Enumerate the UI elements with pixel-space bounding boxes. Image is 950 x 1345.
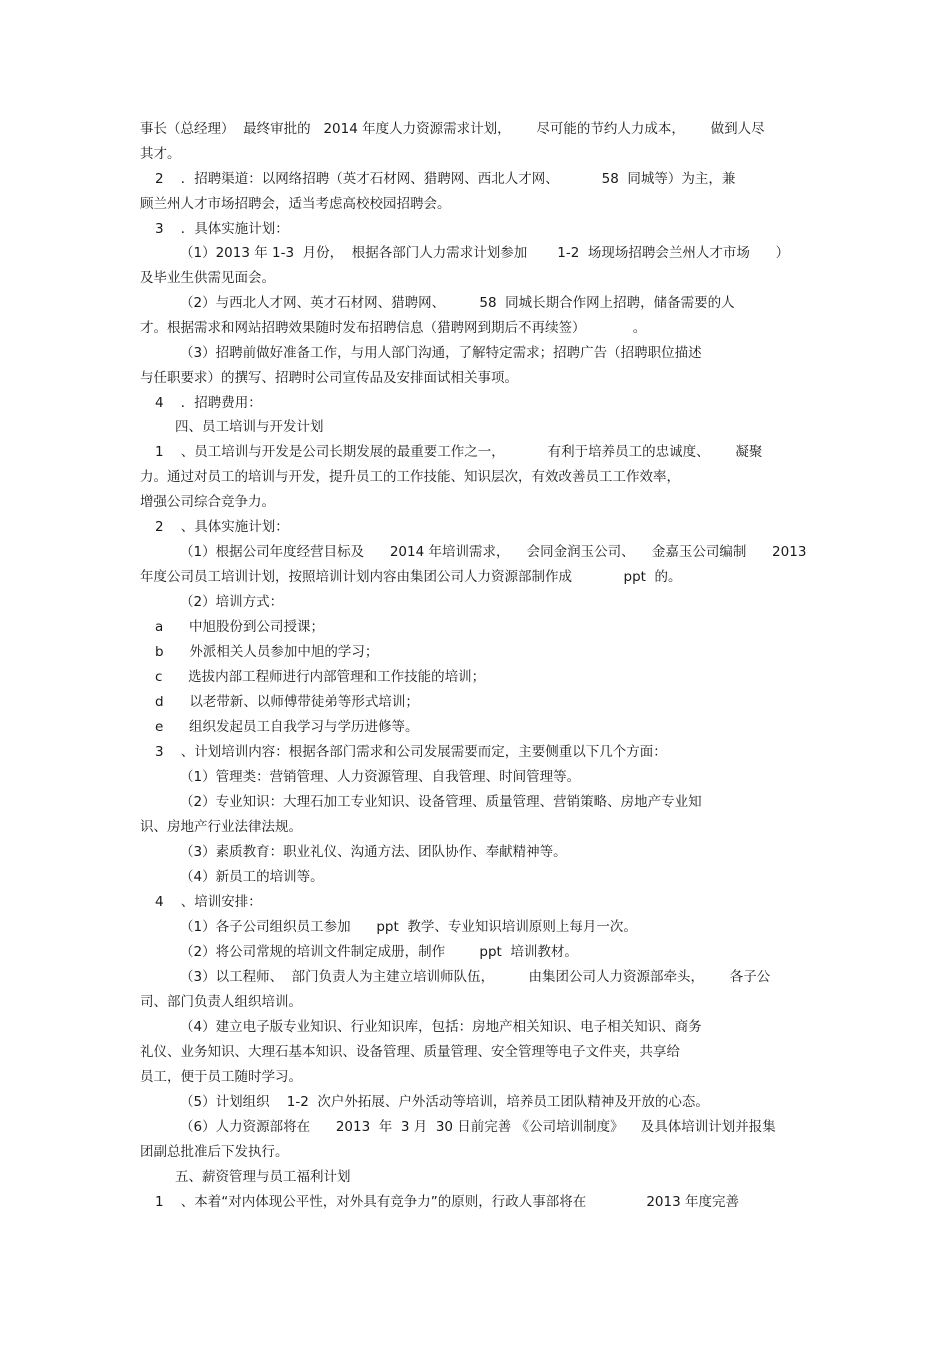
text-line: 4 ．招聘费用： xyxy=(155,395,262,411)
text-line: （4）建立电子版专业知识、行业知识库，包括：房地产相关知识、电子相关知识、商务 xyxy=(180,1019,702,1035)
text-line: 其才。 xyxy=(140,146,181,162)
text-line: 顾兰州人才市场招聘会，适当考虑高校校园招聘会。 xyxy=(140,196,451,212)
text-line: 增强公司综合竞争力。 xyxy=(140,494,275,510)
list-item: a 中旭股份到公司授课； xyxy=(155,619,325,635)
text-line: 团副总批准后下发执行。 xyxy=(140,1144,289,1160)
text-line: 礼仪、业务知识、大理石基本知识、设备管理、质量管理、安全管理等电子文件夹，共享给 xyxy=(140,1044,680,1060)
text-line: （3）以工程师、 部门负责人为主建立培训师队伍， 由集团公司人力资源部牵头， 各子公 xyxy=(180,969,771,985)
text-line: （6）人力资源部将在 2013 年 3 月 30 日前完善 《公司培训制度》 及具体培训计划并报集 xyxy=(180,1119,776,1135)
text-line: （1）2013 年 1-3 月份， 根据各部门人力需求计划参加 1-2 场现场招聘会兰州人才市场 ） xyxy=(180,245,790,261)
text-line: 1 、员工培训与开发是公司长期发展的最重要工作之一， 有利于培养员工的忠诚度、 凝聚 xyxy=(155,444,763,460)
text-line: （1）管理类：营销管理、人力资源管理、自我管理、时间管理等。 xyxy=(180,769,581,785)
text-line: （5）计划组织 1-2 次户外拓展、户外活动等培训，培养员工团队精神及开放的心态。 xyxy=(180,1094,709,1110)
list-item: d 以老带新、以师傅带徒弟等形式培训； xyxy=(155,694,419,710)
text-line: 及毕业生供需见面会。 xyxy=(140,270,275,286)
list-item: e 组织发起员工自我学习与学历进修等。 xyxy=(155,719,419,735)
text-line: （2）专业知识：大理石加工专业知识、设备管理、质量管理、营销策略、房地产专业知 xyxy=(180,794,702,810)
text-line: （3）招聘前做好准备工作，与用人部门沟通，了解特定需求；招聘广告（招聘职位描述 xyxy=(180,345,702,361)
section-heading: 五、薪资管理与员工福利计划 xyxy=(175,1169,351,1185)
text-line: （2）与西北人才网、英才石材网、猎聘网、 58 同城长期合作网上招聘，储备需要的人 xyxy=(180,295,735,311)
text-line: 员工，便于员工随时学习。 xyxy=(140,1069,302,1085)
text-line: 2 ．招聘渠道：以网络招聘（英才石材网、猎聘网、西北人才网、 58 同城等）为主，兼 xyxy=(155,171,736,187)
text-line: 与任职要求）的撰写、招聘时公司宣传品及安排面试相关事项。 xyxy=(140,370,518,386)
text-line: 识、房地产行业法律法规。 xyxy=(140,819,302,835)
text-line: 事长（总经理） 最终审批的 2014 年度人力资源需求计划， 尽可能的节约人力成本， 做到人尽 xyxy=(140,121,765,137)
list-item: b 外派相关人员参加中旭的学习； xyxy=(155,644,379,660)
text-line: （1）根据公司年度经营目标及 2014 年培训需求， 会同金润玉公司、 金嘉玉公司编制 2013 xyxy=(180,544,807,560)
text-line: 力。通过对员工的培训与开发，提升员工的工作技能、知识层次，有效改善员工工作效率， xyxy=(140,469,680,485)
text-line: 3 、计划培训内容：根据各部门需求和公司发展需要而定，主要侧重以下几个方面： xyxy=(155,744,667,760)
text-line: 才。根据需求和网站招聘效果随时发布招聘信息（猎聘网到期后不再续签） 。 xyxy=(140,320,647,336)
text-line: 1 、本着“对内体现公平性，对外具有竞争力”的原则，行政人事部将在 2013 年度完善 xyxy=(155,1194,739,1210)
text-line: 2 、具体实施计划： xyxy=(155,519,289,535)
text-line: （2）将公司常规的培训文件制定成册，制作 ppt 培训教材。 xyxy=(180,944,578,960)
text-line: 3 ．具体实施计划： xyxy=(155,221,289,237)
list-item: c 选拔内部工程师进行内部管理和工作技能的培训； xyxy=(155,669,486,685)
text-line: 司、部门负责人组织培训。 xyxy=(140,994,302,1010)
text-line: 年度公司员工培训计划，按照培训计划内容由集团公司人力资源部制作成 ppt 的。 xyxy=(140,569,682,585)
text-line: （1）各子公司组织员工参加 ppt 教学、专业知识培训原则上每月一次。 xyxy=(180,919,637,935)
text-line: （4）新员工的培训等。 xyxy=(180,869,324,885)
text-line: 4 、培训安排： xyxy=(155,894,262,910)
text-line: （3）素质教育：职业礼仪、沟通方法、团队协作、奉献精神等。 xyxy=(180,844,567,860)
text-line: （2）培训方式： xyxy=(180,594,284,610)
section-heading: 四、员工培训与开发计划 xyxy=(175,419,324,435)
